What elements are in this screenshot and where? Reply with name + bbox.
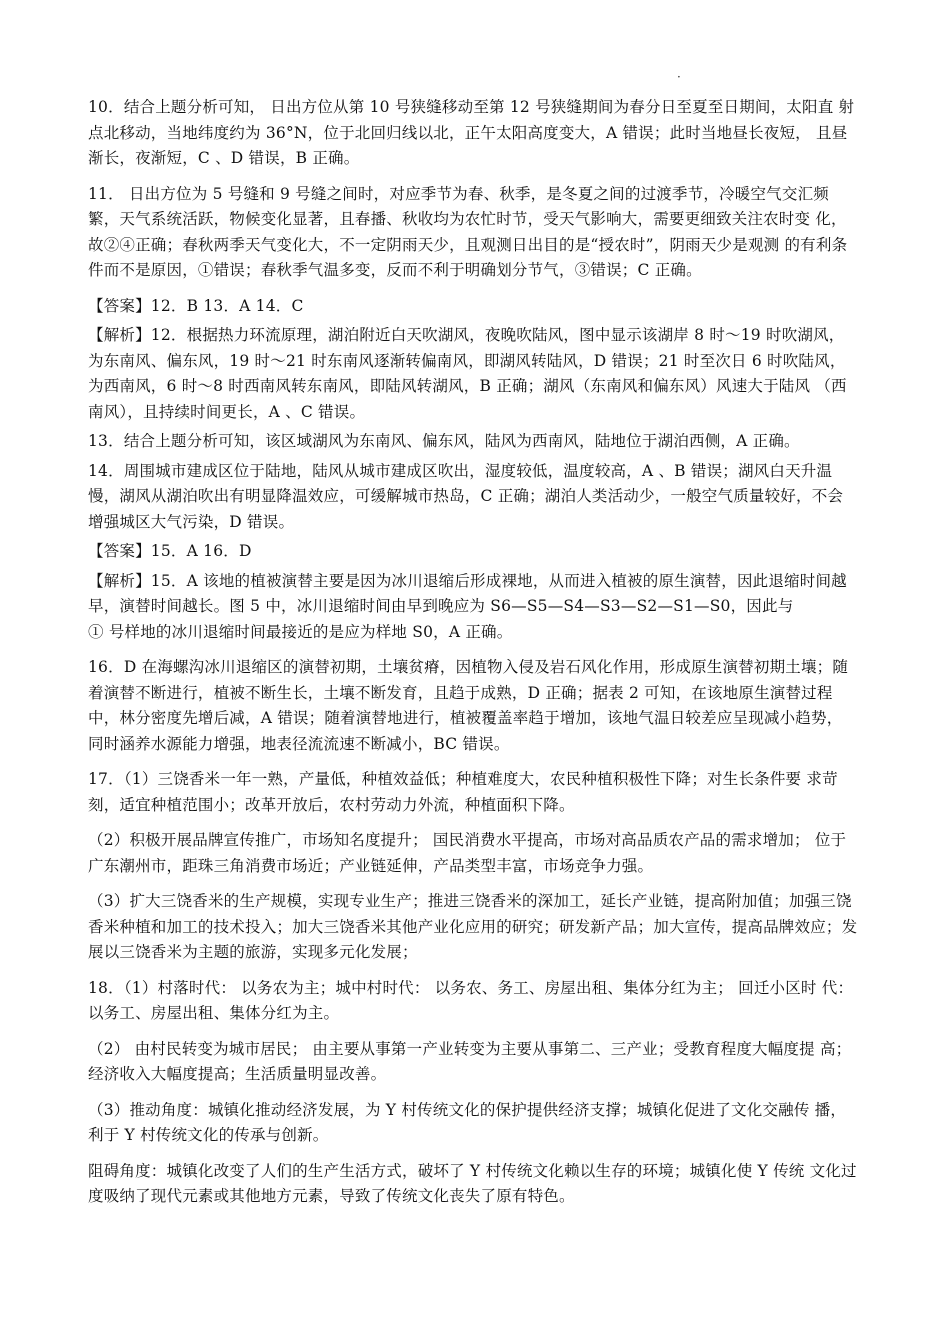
header-mark: · — [677, 70, 681, 84]
paragraph-q18-3-obstacle: 阻碍角度：城镇化改变了人们的生产生活方式，破坏了 Y 村传统文化赖以生存的环境；城镇化使 Y 传统 文化过度吸纳了现代元素或其他地方元素，导致了传统文化丧失了原有特色。 — [88, 1161, 857, 1205]
paragraph-q17-1: 17．（1）三饶香米一年一熟，产量低，种植效益低；种植难度大，农民种植积极性下降；对生长条件要 求苛刻，适宜种植范围小；改革开放后，农村劳动力外流，种植面积下降。 — [88, 770, 838, 814]
paragraph-q11: 11． 日出方位为 5 号缝和 9 号缝之间时，对应季节为春、秋季，是冬夏之间的过渡季节，冷暖空气交汇频 繁，天气系统活跃，物候变化显著，且春播、秋收均为农忙时节，受天气影响大，需要更细致关注农时变 化，故②④正确；春秋两季天气变化大，不一定阴雨天少，且观测日出目的是“授农时”，阴雨天少是观测 的有利条件而不是原因，①错误；春秋季气温多变，反而不利于明确划分节气，③错误；C 正确。 — [88, 184, 848, 279]
answer-content — [88, 95, 858, 1220]
paragraph-q17-2: （2）积极开展品牌宣传推广，市场知名度提升； 国民消费水平提高，市场对高品质农产品的需求增加； 位于广东潮州市，距珠三角消费市场近；产业链延伸，产品类型丰富，市场竞争力强。 — [88, 831, 847, 875]
paragraph-q14: 14．周围城市建成区位于陆地，陆风从城市建成区吹出，湿度较低，温度较高，A 、B 错误；湖风白天升温慢，湖风从湖泊吹出有明显降温效应，可缓解城市热岛，C 正确；湖泊人类活动少，一般空气质量较好，不会增强城区大气污染，D 错误。 — [88, 461, 844, 531]
paragraph-q10: 10．结合上题分析可知， 日出方位从第 10 号狭缝移动至第 12 号狭缝期间为春分日至夏至日期间，太阳直 射点北移动，当地纬度约为 36°N，位于北回归线以北，正午太阳高度变大，A 错误；此时当地昼长夜短， 且昼渐长，夜渐短，C 、D 错误，B 正确。 — [88, 98, 855, 167]
paragraph-q18-2: （2） 由村民转变为城市居民； 由主要从事第一产业转变为主要从事第二、三产业；受教育程度大幅度提 高；经济收入大幅度提高；生活质量明显改善。 — [88, 1039, 852, 1083]
paragraph-q16: 16．D 在海螺沟冰川退缩区的演替初期，土壤贫瘠，因植物入侵及岩石风化作用，形成原生演替初期土壤；随着演替不断进行，植被不断生长，土壤不断发育，且趋于成熟，D 正确；据表 2 可知，在该地原生演替过程中，林分密度先增后减，A 错误；随着演替地进行，植被覆盖率趋于增加，该地气温日较差应呈现减小趋势，同时涵养水源能力增强，地表径流流速不断减小，BC 错误。 — [88, 658, 849, 753]
paragraph-q12: 【解析】12．根据热力环流原理，湖泊附近白天吹湖风，夜晚吹陆风，图中显示该湖岸 8 时～19 时吹湖风， 为东南风、偏东风，19 时～21 时东南风逐渐转偏南风，即湖风转陆风，D 错误；21 时至次日 6 时吹陆风， 为西南风，6 时～8 时西南风转东南风，即陆风转湖风，B 正确；湖风（东南风和偏东风）风速大于陆风 （西南风），且持续时间更长，A 、C 错误。 — [88, 326, 847, 421]
answer-line-15-16: 【答案】15．A 16．D — [88, 542, 252, 560]
paragraph-q15: 【解析】15．A 该地的植被演替主要是因为冰川退缩后形成裸地，从而进入植被的原生演替，因此退缩时间越早，演替时间越长。图 5 中，冰川退缩时间由早到晚应为 S6—S5—S4—S3—S2—S1—S0，因此与 ① 号样地的冰川退缩时间最接近的是应为样地 S0，A 正确。 — [88, 571, 847, 641]
answer-line-12-14: 【答案】12．B 13．A 14．C — [88, 296, 304, 315]
paragraph-q13: 13．结合上题分析可知，该区域湖风为东南风、偏东风，陆风为西南风，陆地位于湖泊西侧，A 正确。 — [88, 432, 800, 450]
paragraph-q17-3: （3）扩大三饶香米的生产规模，实现专业生产；推进三饶香米的深加工，延长产业链，提高附加值；加强三饶香米种植和加工的技术投入；加大三饶香米其他产业化应用的研究；研发新产品；加大宣传，提高品牌效应；发展以三饶香米为主题的旅游，实现多元化发展； — [88, 892, 858, 961]
paragraph-q18-3: （3）推动角度：城镇化推动经济发展，为 Y 村传统文化的保护提供经济支撑；城镇化促进了文化交融传 播，利于 Y 村传统文化的传承与创新。 — [88, 1100, 847, 1144]
paragraph-q18-1: 18．（1）村落时代： 以务农为主；城中村时代： 以务农、务工、房屋出租、集体分红为主； 回迁小区时 代： 以务工、房屋出租、集体分红为主。 — [88, 978, 854, 1022]
